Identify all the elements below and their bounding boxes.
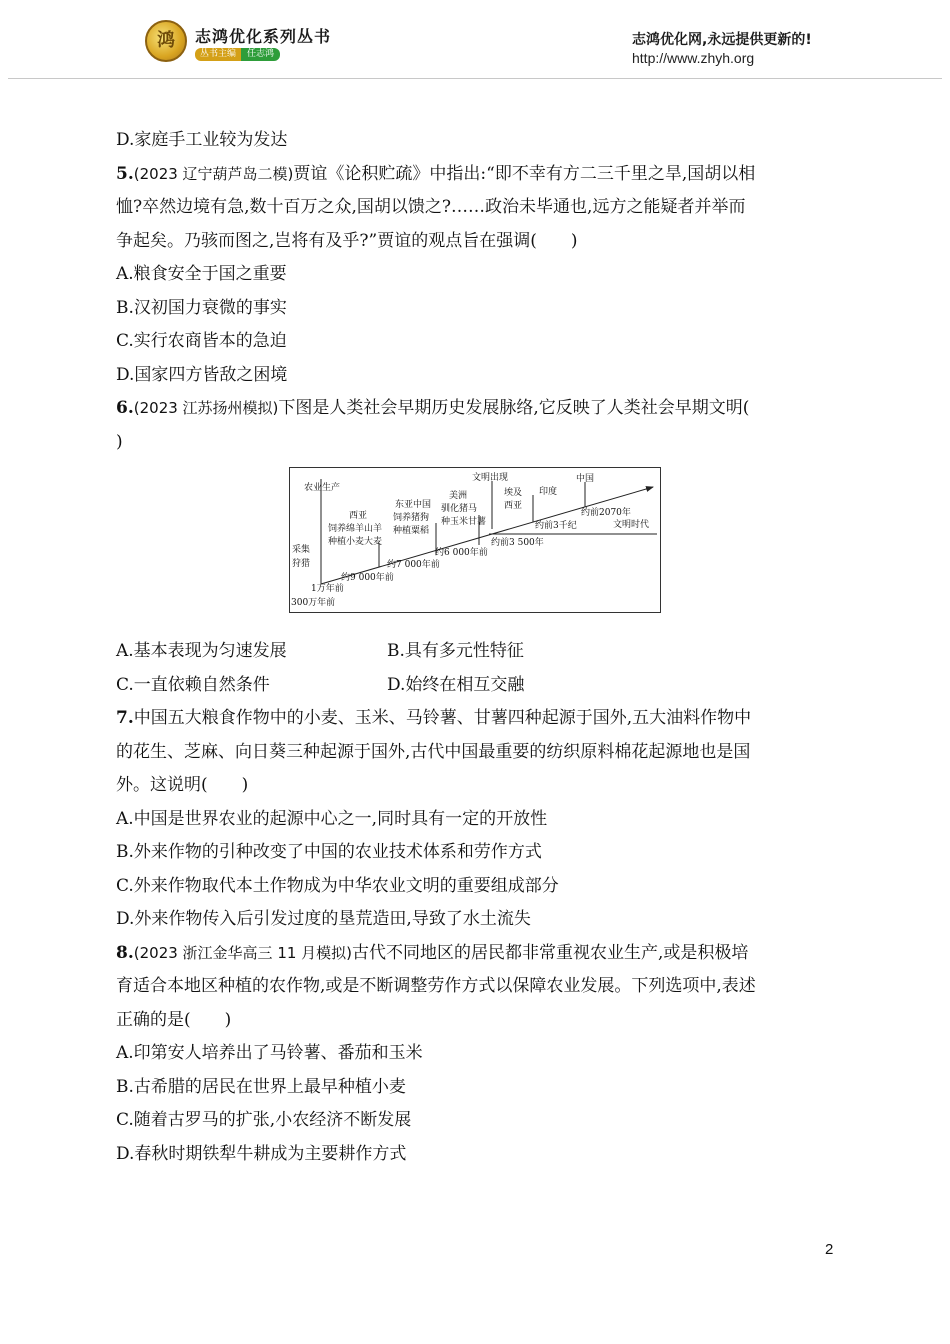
question-stem-line: 正确的是( ) [116, 1009, 232, 1030]
option-b[interactable]: B.具有多元性特征 [387, 641, 524, 661]
editor-name: 任志鸿 [241, 48, 280, 61]
label-india: 印度 [539, 487, 558, 497]
question-8 [116, 937, 840, 1172]
publisher-logo: 鸿 [145, 20, 187, 62]
label-egypt: 埃及 [504, 488, 523, 498]
date-7000: 约7 000年前 [387, 560, 440, 570]
option-c[interactable]: C.外来作物取代本土作物成为中华农业文明的重要组成部分 [116, 875, 559, 896]
page-header [0, 0, 950, 80]
question-stem-line [116, 392, 840, 426]
question-number: 6. [116, 398, 134, 418]
option-b[interactable]: B.外来作物的引种改变了中国的农业技术体系和劳作方式 [116, 842, 542, 862]
timeline-arrow [321, 487, 653, 584]
label-egypt-west-asia: 西亚 [504, 501, 523, 511]
option-d[interactable]: D.国家四方皆敌之困境 [116, 364, 288, 385]
question-stem-line: ) [116, 431, 123, 452]
header-divider [8, 78, 942, 79]
option-a[interactable]: A.粮食安全于国之重要 [116, 264, 287, 284]
question-source: (2023 浙江金华高三 11 月模拟) [133, 943, 353, 962]
label-east-asia-animals: 饲养猪狗 [393, 513, 430, 523]
date-3m: 300万年前 [291, 598, 336, 608]
stem-text: 贾谊《论积贮疏》中指出:“即不幸有方二三千里之旱,国胡以相 [293, 163, 756, 184]
stem-text: 下图是人类社会早期历史发展脉络,它反映了人类社会早期文明( [278, 398, 750, 418]
label-civilization-era: 文明时代 [613, 520, 650, 530]
option-c[interactable]: C.随着古罗马的扩张,小农经济不断发展 [116, 1110, 412, 1130]
option-a[interactable]: A.印第安人培养出了马铃薯、番茄和玉米 [116, 1043, 423, 1063]
option-a[interactable]: A.中国是世界农业的起源中心之一,同时具有一定的开放性 [116, 808, 548, 829]
option-c[interactable]: C.实行农商皆本的急迫 [116, 331, 287, 351]
editor-badge [195, 48, 280, 61]
label-americas-crops: 种玉米甘薯 [441, 517, 487, 527]
stem-text: 中国五大粮食作物中的小麦、玉米、马铃薯、甘薯四种起源于国外,五大油料作物中 [133, 708, 752, 728]
date-9000: 约9 000年前 [341, 573, 394, 583]
civilization-timeline-figure [289, 467, 661, 613]
option-d[interactable]: D.春秋时期铁犁牛耕成为主要耕作方式 [116, 1143, 407, 1164]
question-stem-line: 的花生、芝麻、向日葵三种起源于国外,古代中国最重要的纺织原料棉花起源地也是国 [116, 741, 751, 762]
label-west-asia: 西亚 [349, 511, 368, 521]
label-civilization: 文明出现 [472, 473, 509, 483]
question-source: (2023 江苏扬州模拟) [133, 399, 279, 417]
date-3rd-millennium: 约前3千纪 [535, 521, 577, 531]
question-6 [116, 392, 840, 702]
option-a[interactable]: A.基本表现为匀速发展 [116, 641, 287, 661]
date-2070: 约前2070年 [581, 508, 631, 518]
label-gather-1: 采集 [292, 545, 311, 555]
timeline-diagram [289, 467, 661, 613]
option-b[interactable]: B.汉初国力衰微的事实 [116, 297, 287, 318]
label-west-asia-animals: 饲养绵羊山羊 [328, 524, 383, 534]
option-c[interactable]: C.一直依赖自然条件 [116, 674, 270, 695]
label-east-asia-crops: 种植粟稻 [393, 526, 430, 536]
date-10000: 1万年前 [311, 584, 344, 594]
label-china: 中国 [576, 474, 595, 484]
option-d[interactable]: D.始终在相互交融 [387, 674, 525, 695]
series-title: 志鸿优化系列丛书 [195, 27, 332, 46]
date-6000: 约6 000年前 [435, 548, 488, 558]
page-number: 2 [825, 1241, 834, 1258]
label-gather-2: 狩猎 [292, 559, 311, 569]
option-d[interactable]: D.外来作物传入后引发过度的垦荒造田,导致了水土流失 [116, 909, 531, 929]
question-source: (2023 辽宁葫芦岛二模) [133, 164, 294, 183]
label-americas: 美洲 [449, 491, 468, 501]
question-stem-line [116, 158, 840, 192]
question-number: 7. [116, 708, 134, 728]
label-agriculture: 农业生产 [304, 483, 341, 493]
question-stem-line [116, 702, 840, 736]
question-stem-line: 外。这说明( ) [116, 775, 249, 795]
question-content [116, 124, 840, 1171]
option-b[interactable]: B.古希腊的居民在世界上最早种植小麦 [116, 1076, 406, 1097]
site-slogan: 志鸿优化网,永远提供更新的! [632, 32, 812, 48]
question-stem-line: 育适合本地区种植的农作物,或是不断调整劳作方式以保障农业发展。下列选项中,表述 [116, 976, 756, 996]
question-stem-line [116, 937, 840, 971]
question-stem-line: 恤?卒然边境有急,数十百万之众,国胡以馈之?……政治未毕通也,远方之能疑者并举而 [116, 197, 746, 217]
label-east-asia: 东亚中国 [395, 500, 432, 510]
site-url[interactable]: http://www.zhyh.org [632, 50, 755, 66]
previous-option: D.家庭手工业较为发达 [116, 130, 288, 150]
label-americas-animals: 驯化猪马 [441, 504, 478, 514]
option-row [116, 669, 840, 703]
editor-label: 丛书主编 [195, 48, 241, 61]
question-stem-line: 争起矣。乃骇而图之,岂将有及乎?”贾谊的观点旨在强调( ) [116, 230, 578, 251]
question-number: 5. [116, 163, 134, 184]
question-5 [116, 158, 840, 393]
question-number: 8. [116, 942, 134, 963]
option-row [116, 635, 840, 669]
question-7 [116, 702, 840, 937]
date-3500: 约前3 500年 [491, 538, 544, 548]
label-west-asia-crops: 种植小麦大麦 [328, 537, 383, 547]
stem-text: 古代不同地区的居民都非常重视农业生产,或是积极培 [352, 942, 749, 963]
